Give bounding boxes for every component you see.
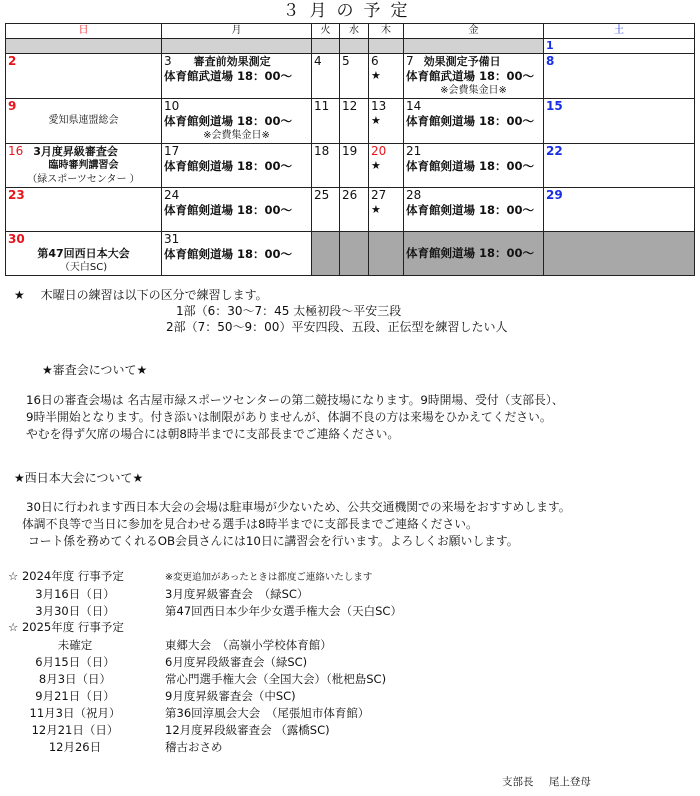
- event-title: 審査前効果測定: [193, 55, 271, 68]
- star-icon: ★: [371, 159, 381, 172]
- day-number: 1: [546, 39, 554, 52]
- title-char: 定: [390, 1, 418, 21]
- schedule-date: 12月21日（日）: [31, 723, 119, 737]
- practice-location: 体育館剣道場 18：00〜: [164, 247, 293, 261]
- practice-location: 体育館武道場 18：00〜: [406, 69, 535, 83]
- day-cell-thu: [369, 54, 404, 99]
- day-number: 29: [546, 188, 563, 202]
- thursday-part2: 2部（7：50〜9：00）平安四段、五段、正伝型を練習したい人: [166, 320, 508, 334]
- day-cell-mon: [162, 54, 312, 99]
- schedule-date: 12月26日: [48, 740, 102, 754]
- schedule-date: 3月16日（日）: [35, 587, 115, 601]
- schedule-event: 東郷大会 （高嶺小学校体育館）: [165, 638, 332, 652]
- practice-location: 体育館剣道場 18：00〜: [406, 114, 535, 128]
- schedule-event: 第47回西日本少年少女選手権大会（天白SC）: [165, 604, 402, 618]
- empty-cell: [369, 39, 404, 54]
- thursday-part1: 1部（6：30〜7：45 太極初段〜平安三段: [176, 304, 402, 318]
- calendar-table: [5, 23, 695, 276]
- day-number: 13: [371, 99, 387, 113]
- day-cell-tue: [312, 54, 340, 99]
- day-cell-fri: [404, 99, 544, 144]
- event-title: 第47回西日本大会: [37, 247, 130, 260]
- signature: [502, 775, 591, 790]
- day-cell-tue: [312, 99, 340, 144]
- day-number: 28: [406, 188, 422, 202]
- day-number: 16: [8, 144, 24, 158]
- schedule-event: 第36回淳風会大会 （尾張旭市体育館）: [165, 706, 370, 720]
- day-number: 19: [342, 144, 358, 158]
- day-number: 14: [406, 99, 422, 113]
- practice-location: 体育館剣道場 18：00〜: [406, 246, 535, 260]
- weekday-header-row: [6, 24, 695, 39]
- event-title: 効果測定予備日: [423, 55, 501, 68]
- week-row: [6, 39, 695, 54]
- week-row: [6, 232, 695, 276]
- day-cell-sat: [544, 99, 695, 144]
- day-number: 15: [546, 99, 563, 113]
- weekday-tue: 火: [312, 24, 340, 39]
- day-number: 31: [164, 232, 180, 246]
- star-icon: ★: [371, 69, 381, 82]
- day-cell-sat: [544, 144, 695, 188]
- practice-location: 体育館剣道場 18：00〜: [164, 114, 293, 128]
- day-number: 12: [342, 99, 358, 113]
- empty-cell: [340, 232, 369, 276]
- title-char: ３: [282, 1, 310, 21]
- day-number: 11: [314, 99, 330, 113]
- day-number: 2: [8, 54, 17, 68]
- day-number: 26: [342, 188, 358, 202]
- schedule-date: 8月3日（日）: [38, 672, 112, 686]
- weekday-wed: 水: [340, 24, 369, 39]
- day-cell-wed: [340, 99, 369, 144]
- page-title: [0, 0, 700, 22]
- week-row: [6, 144, 695, 188]
- day-cell-tue: [312, 188, 340, 232]
- event-venue: （緑スポーツセンター ）: [27, 174, 140, 185]
- day-cell-sun: [6, 232, 162, 276]
- event-venue: （天白SC): [59, 262, 108, 273]
- day-number: 24: [164, 188, 180, 202]
- nishinihon-line: コート係を務めてくれるOB会員さんには10日に講習会を行います。よろしくお願いします。: [28, 534, 519, 548]
- nishinihon-line: 30日に行われます西日本大会の会場は駐車場が少ないため、公共交通機関での来場をおすすめします。: [26, 500, 571, 514]
- day-cell-wed: [340, 188, 369, 232]
- schedule-event: 9月度昇級審査会（中SC): [165, 689, 296, 703]
- day-cell-fri: [404, 54, 544, 99]
- day-cell-sat: [544, 188, 695, 232]
- day-cell-fri: [404, 144, 544, 188]
- day-cell-sun: [6, 188, 162, 232]
- signature-name: 尾上登母: [548, 776, 591, 788]
- title-char: 月: [309, 1, 337, 21]
- title-char: 予: [363, 1, 391, 21]
- day-number: 5: [342, 54, 350, 68]
- schedule-date: 3月30日（日）: [35, 604, 115, 618]
- day-cell-tue: [312, 144, 340, 188]
- event-subtitle: 臨時審判講習会: [48, 160, 119, 171]
- schedule-date: 9月21日（日）: [35, 689, 115, 703]
- day-cell-sun: [6, 99, 162, 144]
- event-title: 3月度昇級審査会: [33, 145, 118, 158]
- day-number: 18: [314, 144, 330, 158]
- day-number: 30: [8, 232, 25, 246]
- weekday-sat: 土: [544, 24, 695, 39]
- day-number: 10: [164, 99, 180, 113]
- schedule-event: 3月度昇級審査会 （緑SC）: [165, 587, 309, 601]
- day-cell-thu: [369, 144, 404, 188]
- fy2025-label: ☆ 2025年度 行事予定: [8, 620, 124, 634]
- title-char: の: [336, 1, 364, 21]
- schedule-date: 6月15日（日）: [35, 655, 115, 669]
- fee-note: ※会費集金日※: [203, 130, 270, 141]
- day-number: 21: [406, 144, 422, 158]
- day-number: 25: [314, 188, 330, 202]
- star-icon: ★: [14, 288, 25, 302]
- day-number: 22: [546, 144, 563, 158]
- schedule-note: ※変更追加があったときは都度ご連絡いたします: [165, 572, 373, 583]
- event-title: 愛知県連盟総会: [48, 115, 119, 126]
- schedule-event: 6月度昇段級審査会（緑SC): [165, 655, 308, 669]
- day-cell-fri: [404, 232, 544, 276]
- week-row: [6, 188, 695, 232]
- week-row: [6, 99, 695, 144]
- day-cell-wed: [340, 144, 369, 188]
- practice-location: 体育館剣道場 18：00〜: [406, 203, 535, 217]
- day-number: 8: [546, 54, 555, 68]
- nishinihon-line: 体調不良等で当日に参加を見合わせる選手は8時半までに支部長までご連絡ください。: [22, 517, 478, 531]
- empty-cell: [6, 39, 162, 54]
- day-cell-mon: [162, 99, 312, 144]
- star-icon: ★: [371, 114, 381, 127]
- practice-location: 体育館剣道場 18：00〜: [164, 159, 293, 173]
- day-number: 6: [371, 54, 379, 68]
- weekday-sun: 日: [6, 24, 162, 39]
- day-number: 3: [164, 54, 172, 68]
- day-cell-sat: [544, 54, 695, 99]
- day-number: 7: [406, 54, 414, 68]
- empty-cell: [312, 39, 340, 54]
- shinsa-heading: ★審査会について★: [42, 363, 148, 377]
- day-cell-mon: [162, 144, 312, 188]
- thursday-note: [14, 288, 268, 303]
- practice-location: 体育館剣道場 18：00〜: [164, 203, 293, 217]
- day-cell-thu: [369, 188, 404, 232]
- day-number: 17: [164, 144, 180, 158]
- fy2024-label: ☆ 2024年度 行事予定: [8, 569, 124, 583]
- schedule-event: 稽古おさめ: [165, 740, 223, 754]
- empty-cell: [404, 39, 544, 54]
- day-cell-mon: [162, 188, 312, 232]
- weekday-fri: 金: [404, 24, 544, 39]
- schedule-event: 12月度昇段級審査会 （露橋SC): [165, 723, 330, 737]
- empty-cell: [162, 39, 312, 54]
- empty-cell: [340, 39, 369, 54]
- practice-location: 体育館剣道場 18：00〜: [406, 159, 535, 173]
- star-icon: ★: [371, 203, 381, 216]
- schedule-date: 11月3日（祝月）: [29, 706, 121, 720]
- week-row: [6, 54, 695, 99]
- fee-note: ※会費集金日※: [440, 85, 507, 96]
- day-number: 20: [371, 144, 387, 158]
- signature-role: 支部長: [502, 776, 534, 788]
- day-cell-thu: [369, 99, 404, 144]
- nishinihon-heading: ★西日本大会について★: [14, 471, 144, 485]
- day-cell-fri: [404, 188, 544, 232]
- weekday-mon: 月: [162, 24, 312, 39]
- schedule-date: 未確定: [57, 638, 93, 652]
- day-number: 27: [371, 188, 387, 202]
- shinsa-line: やむを得ず欠席の場合には朝8時半までに支部長までご連絡ください。: [26, 427, 400, 441]
- schedule-event: 常心門選手権大会（全国大会）（枇杷島SC): [165, 672, 387, 686]
- shinsa-line: 16日の審査会場は 名古屋市緑スポーツセンターの第二競技場になります。9時開場、受付（支部長）、: [26, 393, 564, 407]
- day-cell-wed: [340, 54, 369, 99]
- day-number: 4: [314, 54, 322, 68]
- day-number: 9: [8, 99, 17, 113]
- practice-location: 体育館武道場 18：00〜: [164, 69, 293, 83]
- shinsa-line: 9時半開始となります。付き添いは制限がありませんが、体調不良の方は来場をひかえてください。: [26, 410, 552, 424]
- day-cell-sun: [6, 144, 162, 188]
- day-number: 23: [8, 188, 25, 202]
- thursday-note-text: 木曜日の練習は以下の区分で練習します。: [40, 288, 268, 302]
- weekday-thu: 木: [369, 24, 404, 39]
- day-cell-mon: [162, 232, 312, 276]
- empty-cell: [312, 232, 340, 276]
- empty-cell: [369, 232, 404, 276]
- day-cell-sun: [6, 54, 162, 99]
- empty-cell: [544, 232, 695, 276]
- day-cell-sat: [544, 39, 695, 54]
